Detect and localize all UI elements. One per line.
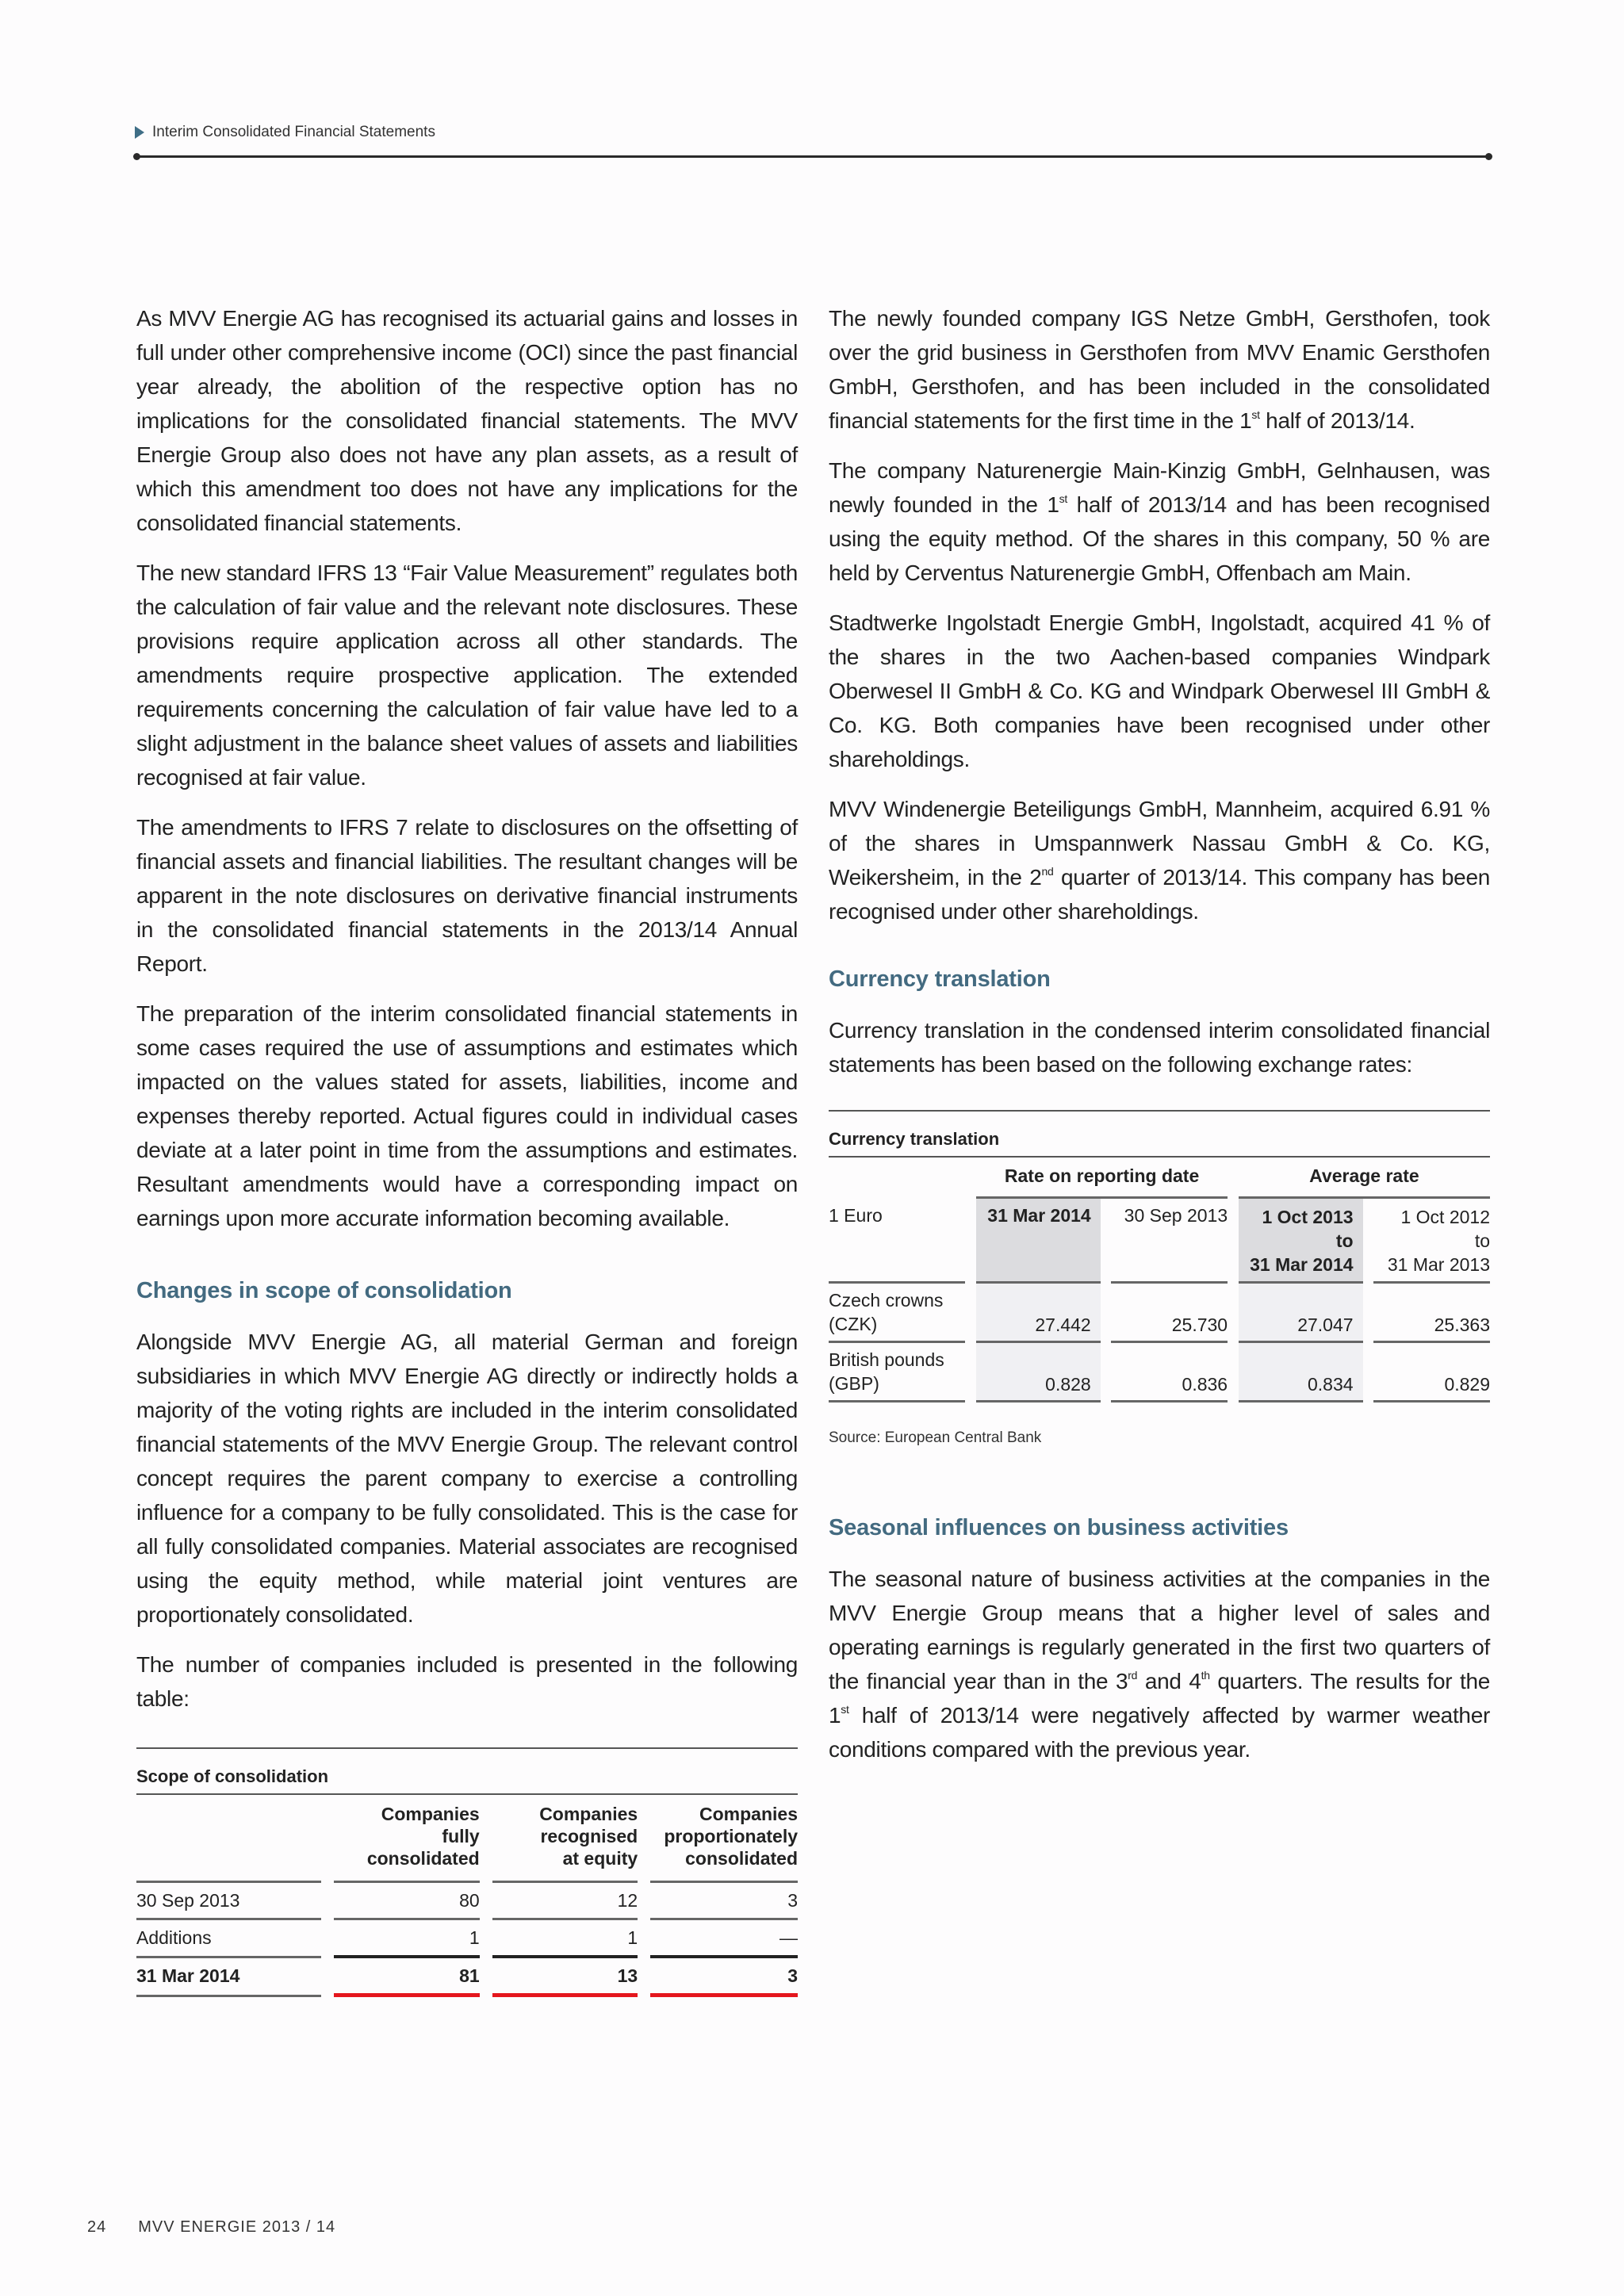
table-row <box>136 1883 798 1920</box>
table-source-note: Source: European Central Bank <box>829 1429 1042 1446</box>
page-footer <box>87 2218 335 2237</box>
cell-value: 0.836 <box>1111 1343 1228 1402</box>
group-header-average-rate: Average rate <box>1239 1158 1490 1199</box>
row-label: Czech crowns (CZK) <box>829 1284 965 1343</box>
table-row-total <box>136 1958 798 1997</box>
column-date: 31 Mar 2014 <box>976 1199 1101 1284</box>
table-row <box>829 1343 1490 1402</box>
publication-title: MVV ENERGIE 2013 / 14 <box>138 2218 336 2236</box>
table-row <box>136 1920 798 1958</box>
cell-value: 13 <box>492 1958 638 1997</box>
section-title: Interim Consolidated Financial Statements <box>152 124 435 140</box>
group-header-row <box>829 1158 1490 1199</box>
paragraph: The company Naturenergie Main-Kinzig GmbH, Gelnhausen, was newly founded in the 1st half of 2013/14 and has been recognised using the equity method. Of the shares in this company, 50 % are held by Cerventus Naturenergie GmbH, Offenbach am Main. <box>829 458 1490 585</box>
header-rule <box>136 155 1489 158</box>
column-header-proportionately-consolidated: Companies proportionately consolidated <box>650 1795 798 1883</box>
scope-of-consolidation-table <box>136 1795 798 1997</box>
row-label: 30 Sep 2013 <box>136 1883 321 1920</box>
table-caption: Scope of consolidation <box>136 1766 329 1786</box>
cell-value: 12 <box>492 1883 638 1920</box>
paragraph: MVV Windenergie Beteiligungs GmbH, Mannheim, acquired 6.91 % of the shares in Umspannwerk Nassau GmbH & Co. KG, Weikersheim, in the 2nd quarter of 2013/14. This company has been recognised under other shareholdings. <box>829 797 1490 924</box>
paragraph: The seasonal nature of business activities at the companies in the MVV Energie Group means that a higher level of sales and operating earnings is regularly generated in the first two quarters of the financial year than in the 3rd and 4th quarters. The results for the 1st half of 2013/14 were negatively affected by warmer weather conditions compared with the previous year. <box>829 1567 1490 1762</box>
cell-value: 0.829 <box>1373 1343 1490 1402</box>
paragraph: The number of companies included is presented in the following table: <box>136 1652 798 1711</box>
section-heading-seasonal: Seasonal influences on business activities <box>829 1515 1289 1540</box>
column-header-blank <box>136 1795 321 1883</box>
column-header-at-equity: Companies recognised at equity <box>492 1795 638 1883</box>
row-label: 31 Mar 2014 <box>136 1958 321 1997</box>
cell-value: 0.828 <box>976 1343 1101 1402</box>
paragraph: The newly founded company IGS Netze GmbH, Gersthofen, took over the grid business in Gersthofen from MVV Enamic Gersthofen GmbH, Gersthofen, and has been included in the consolidated financial statements for the first time in the 1st half of 2013/14. <box>829 306 1490 433</box>
right-column <box>829 301 1490 1782</box>
cell-value: 3 <box>650 1883 798 1920</box>
section-heading-currency: Currency translation <box>829 966 1051 992</box>
table-top-rule <box>829 1110 1490 1112</box>
cell-value: 25.363 <box>1373 1284 1490 1343</box>
cell-value: 27.047 <box>1239 1284 1363 1343</box>
row-label: British pounds (GBP) <box>829 1343 965 1402</box>
column-date-range: 1 Oct 2012 to 31 Mar 2013 <box>1373 1199 1490 1284</box>
currency-translation-table <box>829 1158 1490 1402</box>
column-date: 30 Sep 2013 <box>1111 1199 1228 1284</box>
cell-value: — <box>650 1920 798 1958</box>
cell-value: 0.834 <box>1239 1343 1363 1402</box>
row-label-header: 1 Euro <box>829 1199 965 1284</box>
table-header-row <box>136 1795 798 1883</box>
date-header-row <box>829 1199 1490 1284</box>
cell-value: 81 <box>334 1958 480 1997</box>
paragraph: Alongside MVV Energie AG, all material German and foreign subsidiaries in which MVV Energie AG directly or indirectly holds a majority of the voting rights are included in the interim consolidated financial statements of the MVV Energie Group. The relevant control concept requires the parent company to exercise a controlling influence for a company to be fully consolidated. This is the case for all fully consolidated companies. Material associates are recognised using the equity method, while material joint ventures are proportionately consolidated. <box>136 1330 798 1627</box>
table-row <box>829 1284 1490 1343</box>
row-label: Additions <box>136 1920 321 1958</box>
paragraph: The preparation of the interim consolidated financial statements in some cases required the use of assumptions and estimates which impacted on the values stated for assets, liabilities, income and expenses thereby reported. Actual figures could in individual cases deviate at a later point in time from the assumptions and estimates. Resultant amendments would have a corresponding impact on earnings upon more accurate information becoming available. <box>136 1001 798 1230</box>
cell-value: 1 <box>492 1920 638 1958</box>
cell-value: 3 <box>650 1958 798 1997</box>
left-column <box>136 301 798 1997</box>
column-date-range: 1 Oct 2013 to 31 Mar 2014 <box>1239 1199 1363 1284</box>
page-number: 24 <box>87 2218 107 2236</box>
cell-value: 1 <box>334 1920 480 1958</box>
running-header <box>135 124 435 141</box>
cell-value: 27.442 <box>976 1284 1101 1343</box>
triangle-marker-icon <box>135 126 144 139</box>
paragraph: The new standard IFRS 13 “Fair Value Measurement” regulates both the calculation of fair value and the relevant note disclosures. These provisions require application across all other standards. The amendments require prospective application. The extended requirements concerning the calculation of fair value have led to a slight adjustment in the balance sheet values of assets and liabilities recognised at fair value. <box>136 561 798 790</box>
cell-value: 80 <box>334 1883 480 1920</box>
cell-value: 25.730 <box>1111 1284 1228 1343</box>
paragraph: Currency translation in the condensed interim consolidated financial statements has been based on the following exchange rates: <box>829 1018 1490 1077</box>
section-heading-scope: Changes in scope of consolidation <box>136 1278 512 1303</box>
paragraph: As MVV Energie AG has recognised its actuarial gains and losses in full under other comprehensive income (OCI) since the past financial year already, the abolition of the respective option has no implications for the consolidated financial statements. The MVV Energie Group also does not have any plan assets, as a result of which this amendment too does not have any implications for the consolidated financial statements. <box>136 306 798 535</box>
table-caption: Currency translation <box>829 1129 1000 1149</box>
group-header-rate-on-reporting-date: Rate on reporting date <box>976 1158 1228 1199</box>
paragraph: Stadtwerke Ingolstadt Energie GmbH, Ingolstadt, acquired 41 % of the shares in the two Aachen-based companies Windpark Oberwesel II GmbH & Co. KG and Windpark Oberwesel III GmbH & Co. KG. Both companies have been recognised under other shareholdings. <box>829 610 1490 771</box>
table-top-rule <box>136 1747 798 1749</box>
paragraph: The amendments to IFRS 7 relate to disclosures on the offsetting of financial assets and financial liabilities. The resultant changes will be apparent in the note disclosures on derivative financial instruments in the consolidated financial statements in the 2013/14 Annual Report. <box>136 815 798 976</box>
column-header-fully-consolidated: Companies fully consolidated <box>334 1795 480 1883</box>
